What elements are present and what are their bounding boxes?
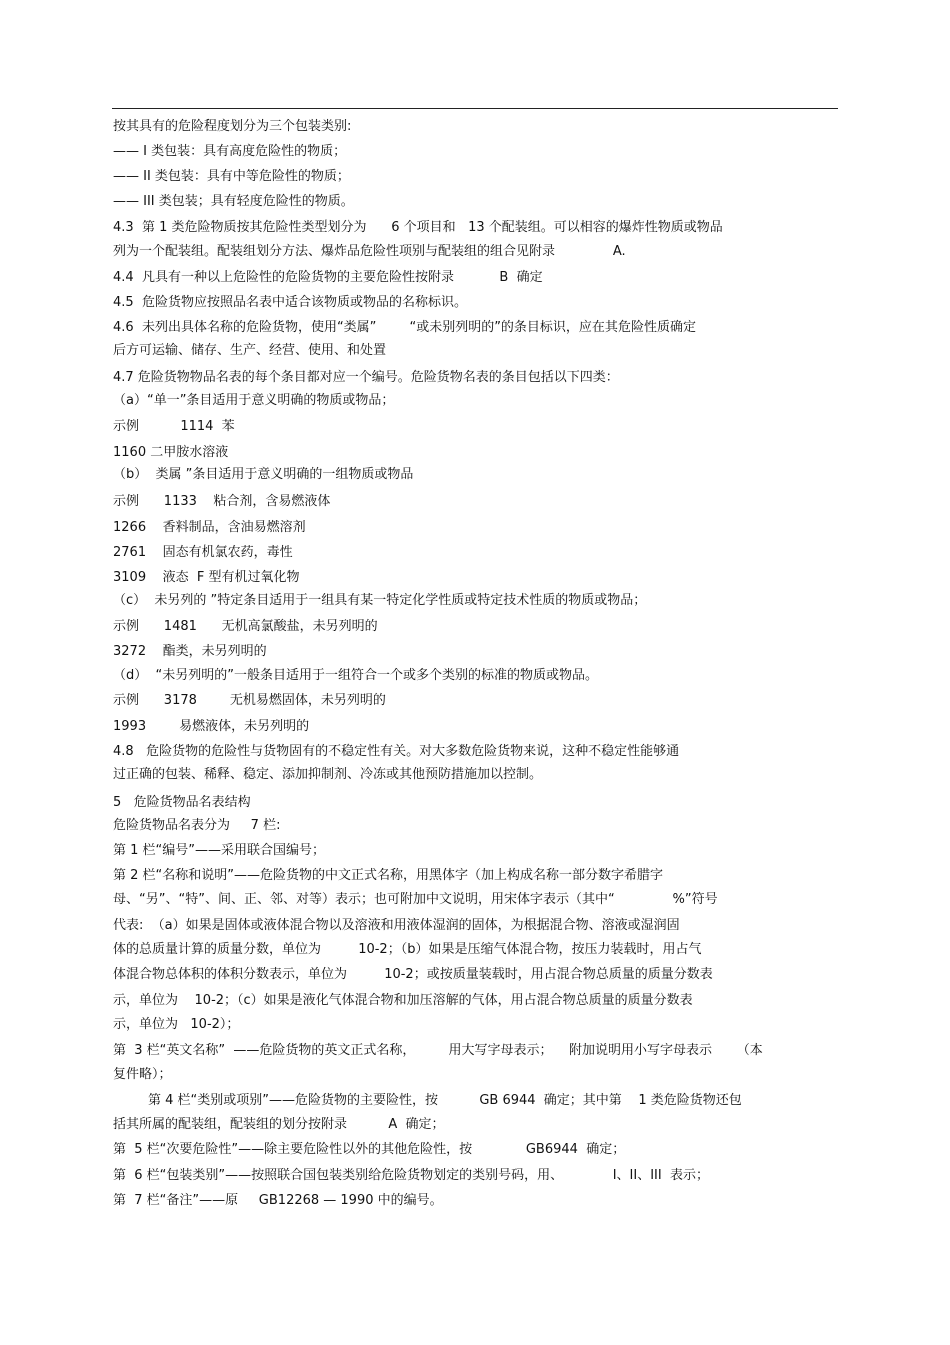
text-line: （c） 未另列的 ”特定条目适用于一组具有某一特定化学性质或特定技术性质的物质或物品； — [113, 593, 647, 608]
text-line: 代表: （a）如果是固体或液体混合物以及溶液和用液体湿润的固体，为根据混合物、溶液或湿润固 — [113, 918, 680, 933]
text-line: （b） 类属 ”条目适用于意义明确的一组物质或物品 — [113, 467, 414, 482]
text-line: 示例 1133 粘合剂，含易燃液体 — [113, 494, 331, 509]
text-line: —— II 类包装：具有中等危险性的物质； — [113, 169, 350, 184]
header-rule — [112, 108, 838, 109]
text-line: —— I 类包装：具有高度危险性的物质； — [113, 144, 347, 159]
text-line: 1266 香料制品，含油易燃溶剂 — [113, 520, 306, 535]
text-line: 列为一个配装组。配装组划分方法、爆炸品危险性项别与配装组的组合见附录 A. — [113, 244, 626, 259]
text-line: 第 7 栏“备注”——原 GB12268 — 1990 中的编号。 — [113, 1193, 443, 1208]
text-line: 3109 液态 F 型有机过氧化物 — [113, 570, 300, 585]
text-line: 示，单位为 10-2；（c）如果是液化气体混合物和加压溶解的气体，用占混合物总质量的质量分数表 — [113, 993, 693, 1008]
text-line: 示例 1481 无机高氯酸盐，未另列明的 — [113, 619, 378, 634]
text-line: 过正确的包装、稀释、稳定、添加抑制剂、冷冻或其他预防措施加以控制。 — [113, 767, 543, 782]
text-line: 4.7 危险货物物品名表的每个条目都对应一个编号。危险货物名表的条目包括以下四类： — [113, 370, 619, 385]
text-line: 后方可运输、储存、生产、经营、使用、和处置 — [113, 343, 387, 358]
section-heading: 5 危险货物品名表结构 — [113, 795, 251, 810]
text-line: 示例 1114 苯 — [113, 419, 235, 434]
text-line: 4.4 凡具有一种以上危险性的危险货物的主要危险性按附录 B 确定 — [113, 270, 543, 285]
text-line: 1993 易燃液体，未另列明的 — [113, 719, 310, 734]
text-line: —— III 类包装；具有轻度危险性的物质。 — [113, 194, 354, 209]
text-line: 4.3 第 1 类危险物质按其危险性类型划分为 6 个项目和 13 个配装组。可以相容的爆炸性物质或物品 — [113, 220, 723, 235]
text-line: 危险货物品名表分为 7 栏: — [113, 818, 281, 833]
text-line: 第 5 栏“次要危险性”——除主要危险性以外的其他危险性，按 GB6944 确定； — [113, 1142, 626, 1157]
text-line: 复件略）； — [113, 1067, 172, 1082]
text-line: 示例 3178 无机易燃固体，未另列明的 — [113, 693, 386, 708]
text-line: （d） “未另列明的”一般条目适用于一组符合一个或多个类别的标准的物质或物品。 — [113, 668, 598, 683]
text-line: 3272 酯类，未另列明的 — [113, 644, 267, 659]
text-line: 体的总质量计算的质量分数，单位为 10-2；（b）如果是压缩气体混合物，按压力装载时，用占气 — [113, 942, 702, 957]
text-line: 示，单位为 10-2）； — [113, 1017, 240, 1032]
text-line: 第 2 栏“名称和说明”——危险货物的中文正式名称，用黑体字（加上构成名称一部分数字希腊字 — [113, 868, 664, 883]
text-line: 4.5 危险货物应按照品名表中适合该物质或物品的名称标识。 — [113, 295, 467, 310]
text-line: 按其具有的危险程度划分为三个包装类别: — [113, 119, 352, 134]
text-line: 括其所属的配装组，配装组的划分按附录 A 确定； — [113, 1117, 445, 1132]
text-line: 4.6 未列出具体名称的危险货物，使用“类属” “或未别列明的”的条目标识，应在其危险性质确定 — [113, 320, 696, 335]
text-line: 体混合物总体积的体积分数表示，单位为 10-2；或按质量装载时，用占混合物总质量的质量分数表 — [113, 967, 713, 982]
text-line: 母、“另”、“特”、间、正、邻、对等）表示；也可附加中文说明，用宋体字表示（其中“ %”符号 — [113, 892, 718, 907]
text-line: 第 4 栏“类别或项别”——危险货物的主要险性，按 GB 6944 确定；其中第 1 类危险货物还包 — [148, 1093, 742, 1108]
text-line: 1160 二甲胺水溶液 — [113, 445, 229, 460]
text-line: 第 1 栏“编号”——采用联合国编号； — [113, 843, 326, 858]
text-line: 4.8 危险货物的危险性与货物固有的不稳定性有关。对大多数危险货物来说，这种不稳定性能够通 — [113, 744, 680, 759]
text-line: （a）“单一”条目适用于意义明确的物质或物品； — [113, 393, 395, 408]
text-line: 第 3 栏“英文名称” ——危险货物的英文正式名称， 用大写字母表示； 附加说明用小写字母表示 （本 — [113, 1043, 763, 1058]
text-line: 第 6 栏“包装类别”——按照联合国包装类别给危险货物划定的类别号码，用、 I、II、III 表示； — [113, 1168, 709, 1183]
text-line: 2761 固态有机氯农药，毒性 — [113, 545, 293, 560]
